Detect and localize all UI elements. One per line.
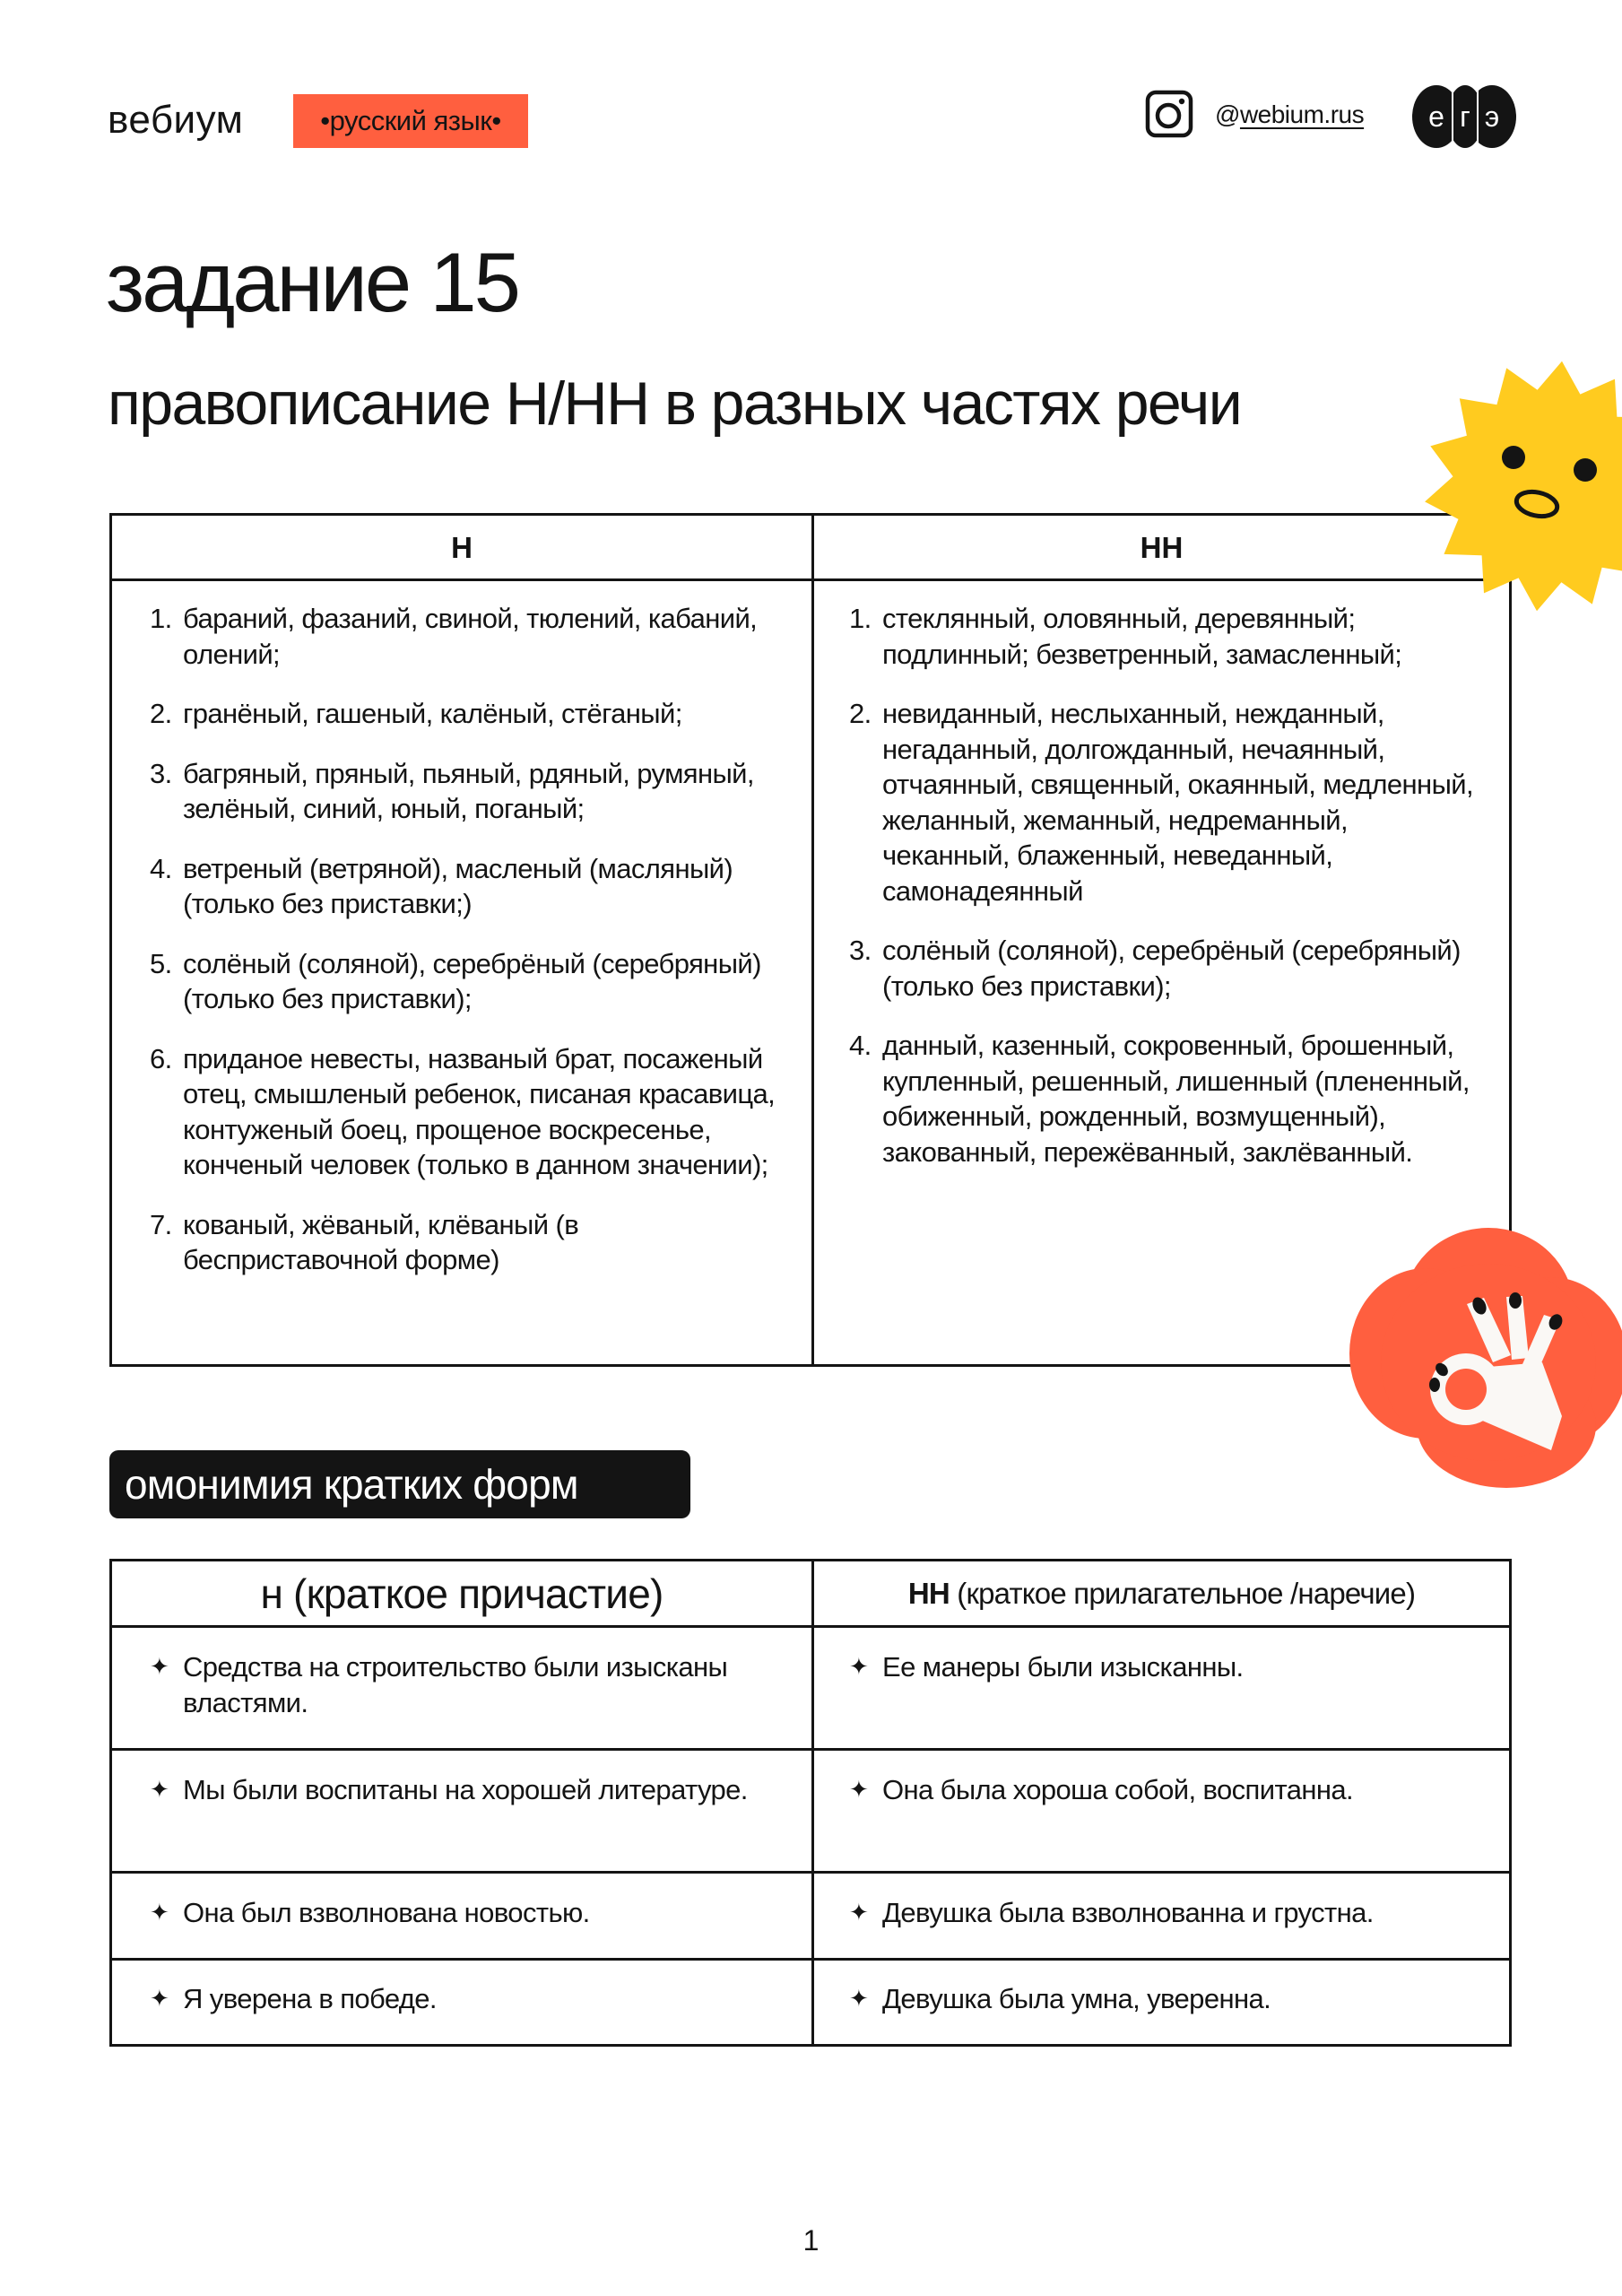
star-bullet-icon: ✦ (150, 1985, 169, 2012)
ege-letter-g: г (1460, 100, 1470, 133)
example-text: Я уверена в победе. (183, 1983, 437, 2014)
rule-item (150, 851, 777, 922)
rule-item (150, 946, 777, 1017)
handle-at: @ (1215, 100, 1240, 128)
rule-number: 4. (150, 852, 172, 884)
sun-sticker-icon (1406, 356, 1622, 618)
example-cell-left (150, 1981, 777, 2017)
example-text: Девушка была взволнованна и грустна. (882, 1897, 1374, 1928)
example-cell-right (849, 1772, 1495, 1808)
column-header-n: Н (451, 531, 473, 564)
handle-name: webium.rus (1239, 100, 1365, 128)
rule-item (150, 1041, 777, 1183)
brand-logo: вебиум (108, 98, 244, 142)
rule-number: 1. (849, 603, 872, 634)
star-bullet-icon: ✦ (849, 1899, 869, 1926)
rule-text: солёный (соляной), серебрёный (серебряный) (только без приставки); (183, 947, 761, 1014)
row-divider (112, 1748, 1509, 1751)
star-bullet-icon: ✦ (150, 1899, 169, 1926)
column-divider (811, 516, 814, 1364)
row-divider (112, 1625, 1509, 1628)
rule-number: 3. (150, 757, 172, 789)
ok-hand-sticker-icon (1345, 1210, 1622, 1493)
short-forms-table (109, 1559, 1512, 2047)
row-divider (112, 1871, 1509, 1874)
rule-text: кованый, жёваный, клёваный (в бесприставочной форме) (183, 1208, 579, 1275)
ege-letter-ae: э (1484, 100, 1500, 133)
rule-text: невиданный, неслыханный, нежданный, негаданный, долгожданный, нечаянный, отчаянный, священный, окаянный, медленный, желанный, жеманный, недреманный, чеканный, блаженный, неведанный, самонадеянный (882, 698, 1473, 907)
rule-item (849, 933, 1477, 1004)
star-bullet-icon: ✦ (849, 1653, 869, 1680)
ege-logo (1411, 84, 1517, 149)
rule-text: багряный, пряный, пьяный, рдяный, румяный, зелёный, синий, юный, поганый; (183, 757, 754, 824)
example-cell-right (849, 1981, 1495, 2017)
rule-item (150, 1207, 777, 1278)
column-header-short-participle: н (краткое причастие) (260, 1570, 664, 1617)
rule-item (849, 696, 1477, 909)
example-text: Девушка была умна, уверенна. (882, 1983, 1271, 2014)
rule-item (150, 756, 777, 827)
rule-number: 2. (849, 698, 872, 729)
example-cell-left (150, 1772, 777, 1808)
instagram-icon[interactable] (1145, 90, 1193, 138)
nn-rules-column (849, 601, 1477, 1194)
rule-item (849, 1028, 1477, 1170)
spelling-rules-table (109, 513, 1512, 1367)
rule-text: ветреный (ветряной), масленый (масляный) (только без приставки;) (183, 852, 733, 919)
star-bullet-icon: ✦ (150, 1653, 169, 1680)
section-label: омонимия кратких форм (109, 1450, 690, 1518)
n-rules-column (150, 601, 777, 1302)
header-nn-rest: (краткое прилагательное /наречие) (949, 1577, 1416, 1610)
rule-item (150, 696, 777, 732)
column-header-short-adjective (814, 1561, 1509, 1625)
rule-number: 5. (150, 947, 172, 979)
example-text: Мы были воспитаны на хорошей литературе. (183, 1774, 748, 1805)
example-text: Она была хороша собой, воспитанна. (882, 1774, 1354, 1805)
rule-number: 2. (150, 698, 172, 729)
rule-item (849, 601, 1477, 672)
header-nn-bold: НН (907, 1577, 950, 1610)
ege-letter-e: е (1428, 100, 1444, 133)
example-cell-left (150, 1649, 777, 1720)
star-bullet-icon: ✦ (849, 1776, 869, 1803)
column-header-nn: НН (1140, 531, 1184, 564)
social-handle-link[interactable] (1215, 95, 1364, 135)
example-text: Средства на строительство были изысканы властями. (183, 1651, 728, 1718)
rule-number: 4. (849, 1030, 872, 1061)
subject-tag: •русский язык• (293, 94, 528, 148)
example-cell-right (849, 1649, 1495, 1685)
column-divider (811, 1561, 814, 2044)
example-text: Ее манеры были изысканны. (882, 1651, 1244, 1683)
rule-text: солёный (соляной), серебрёный (серебряный) (только без приставки); (882, 935, 1461, 1002)
rule-text: гранёный, гашеный, калёный, стёганый; (183, 698, 682, 729)
example-cell-right (849, 1895, 1495, 1931)
row-divider (112, 1958, 1509, 1961)
page-number: 1 (802, 2224, 820, 2257)
page-subtitle: правописание Н/НН в разных частях речи (108, 370, 1242, 438)
rule-number: 6. (150, 1042, 172, 1074)
rule-number: 7. (150, 1208, 172, 1240)
rule-number: 3. (849, 935, 872, 966)
rule-text: бараний, фазаний, свиной, тюлений, кабаний, олений; (183, 603, 758, 670)
rule-number: 1. (150, 603, 172, 634)
rule-text: данный, казенный, сокровенный, брошенный, купленный, решенный, лишенный (плененный, обиженный, рожденный, возмущенный), закованный, пережёванный, заклёванный. (882, 1030, 1470, 1168)
star-bullet-icon: ✦ (150, 1776, 169, 1803)
star-bullet-icon: ✦ (849, 1985, 869, 2012)
example-cell-left (150, 1895, 777, 1931)
example-text: Она был взволнована новостью. (183, 1897, 590, 1928)
page-title: задание 15 (106, 235, 518, 329)
rule-item (150, 601, 777, 672)
rule-text: стеклянный, оловянный, деревянный; подлинный; безветренный, замасленный; (882, 603, 1402, 670)
rule-text: приданое невесты, названый брат, посаженый отец, смышленый ребенок, писаная красавица, контуженый боец, прощеное воскресенье, конченый человек (только в данном значении); (183, 1042, 776, 1180)
